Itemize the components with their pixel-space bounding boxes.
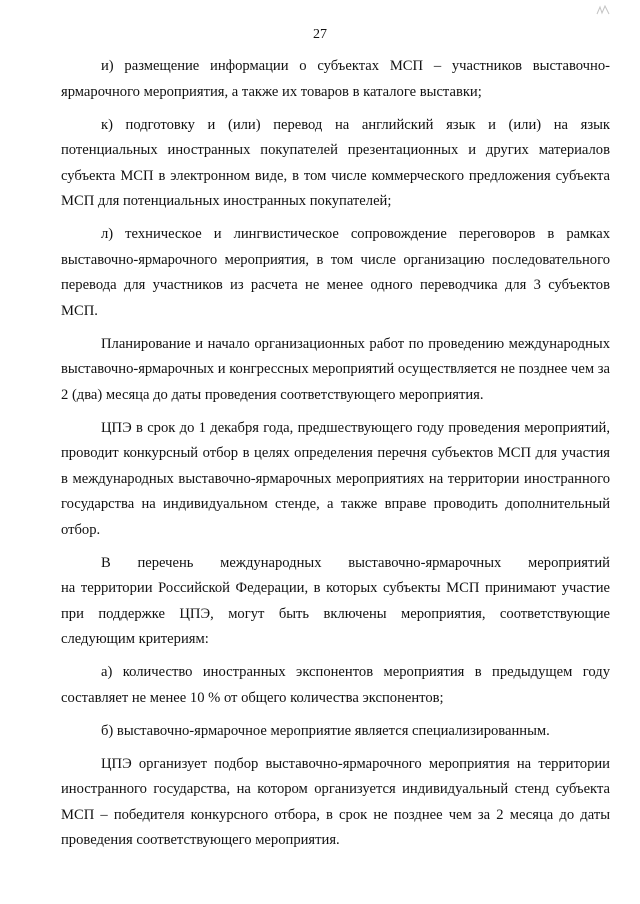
paragraph-selection: ЦПЭ в срок до 1 декабря года, предшествующего году проведения мероприятий, проводит конкурсный отбор в целях определения перечня субъектов МСП для участия в международных выставочно-ярмарочных мероприятиях на территории иностранного государства на индивидуальном стенде, а также вправе проводить дополнительный отбор. — [61, 419, 610, 538]
paragraph-planning: Планирование и начало организационных работ по проведению международных выставочно-ярмарочных и конгрессных мероприятий осуществляется не позднее чем за 2 (два) месяца до даты проведения соответствующего мероприятия. — [61, 335, 610, 403]
criterion-b: б) выставочно-ярмарочное мероприятие является специализированным. — [101, 722, 550, 739]
document-body — [61, 54, 610, 861]
criterion-a: а) количество иностранных экспонентов мероприятия в предыдущем году составляет не менее 10 % от общего количества экспонентов; — [61, 664, 610, 706]
list-item-i: и) размещение информации о субъектах МСП – участников выставочно-ярмарочного мероприятия, а также их товаров в каталоге выставки; — [61, 58, 610, 100]
paragraph-criteria-lead: В перечень международных выставочно-ярмарочных мероприятий — [101, 554, 610, 571]
paragraph-criteria: на территории Российской Федерации, в которых субъекты МСП принимают участие при поддержке ЦПЭ, могут быть включены мероприятия, соответствующие следующим критериям: — [61, 580, 610, 647]
list-item-k: к) подготовку и (или) перевод на английский язык и (или) на язык потенциальных иностранных покупателей презентационных и других материалов субъекта МСП в электронном виде, в том числе коммерческого предложения субъекта МСП для потенциальных иностранных покупателей; — [61, 116, 610, 209]
list-item-l: л) техническое и лингвистическое сопровождение переговоров в рамках выставочно-ярмарочного мероприятия, в том числе организацию последовательного перевода для участников из расчета не менее одного переводчика для 3 субъектов МСП. — [61, 226, 610, 319]
paragraph-stand: ЦПЭ организует подбор выставочно-ярмарочного мероприятия на территории иностранного государства, на котором организуется индивидуальный стенд субъекта МСП – победителя конкурсного отбора, в срок не позднее чем за 2 месяца до даты проведения соответствующего мероприятия. — [61, 755, 610, 848]
page-number: 27 — [313, 27, 327, 42]
scan-mark-icon — [596, 5, 610, 16]
